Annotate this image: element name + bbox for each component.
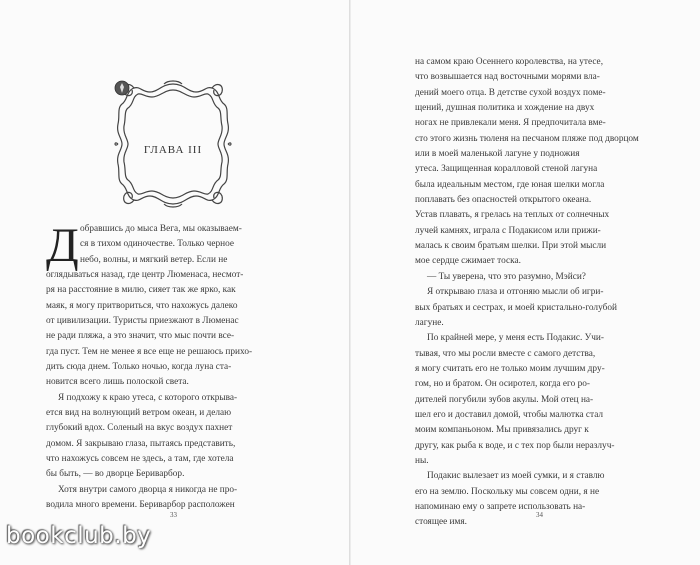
text-line: маяк, я могу притвориться, что нахожусь далеко xyxy=(46,300,238,311)
text-line: или в моей маленькой лагуне у подножия xyxy=(415,149,580,160)
text-line: малась к своим братьям шелки. При этой мысли xyxy=(415,241,607,252)
text-line: вых братьях и сестрах, и моей кристально-голубой xyxy=(415,302,617,313)
text-line: Я открываю глаза и отгоняю мысли об игри- xyxy=(427,287,604,298)
text-line: лагуне. xyxy=(415,317,444,328)
text-line: гом, но и братом. Он осиротел, когда его ро- xyxy=(415,379,590,390)
page-number: 34 xyxy=(536,511,543,519)
text-line: моим компаньоном. Мы привязались друг к xyxy=(415,425,589,436)
text-line: от цивилизации. Туристы приезжают в Люменас xyxy=(46,316,239,327)
text-line: ны. xyxy=(415,455,429,466)
text-line: По крайней мере, у меня есть Подакис. Учи- xyxy=(427,333,605,344)
text-line: водила много времени. Бериварбор расположен xyxy=(46,500,235,511)
text-line: утеса. Защищенная коралловой стеной лагуна xyxy=(415,164,598,175)
text-line: стоящее имя. xyxy=(415,517,468,528)
right-body-text xyxy=(415,55,663,531)
left-page xyxy=(0,0,349,565)
text-line: Устав плавать, я грелась на теплых от солнечных xyxy=(415,210,610,221)
text-line: домом. Я закрываю глаза, пытаясь представить, xyxy=(46,438,236,449)
book-gutter xyxy=(349,0,351,565)
text-line: шел его и доставил домой, чтобы малютка стал xyxy=(415,409,604,420)
text-line: Подакис вылезает из моей сумки, и я ставлю xyxy=(427,471,605,482)
watermark-logo: bookclub.by xyxy=(6,523,152,549)
text-line: глубокий вдох. Соленый на вкус воздух пахнет xyxy=(46,423,233,434)
text-line: — Ты уверена, что это разумно, Мэйси? xyxy=(427,271,586,282)
page-number: 33 xyxy=(170,511,177,519)
drop-cap: Д xyxy=(46,219,79,272)
text-line: я могу считать его не только моим лучшим дру- xyxy=(415,363,605,374)
text-line: его на землю. Поскольку мы совсем одни, я не xyxy=(415,486,600,497)
text-line: другу, как рыба к воде, и с тех пор были неразлуч- xyxy=(415,440,615,451)
text-line: поплавать без опасностей открытого океана. xyxy=(415,195,592,206)
text-line: тывая, что мы росли вместе с самого детства, xyxy=(415,348,596,359)
text-line: бы быть, — во дворце Бериварбор. xyxy=(46,469,185,480)
text-line: Хотя внутри самого дворца я никогда не про- xyxy=(58,484,238,495)
text-line: небо, волны, и мягкий ветер. Если не xyxy=(80,254,228,265)
text-line: напоминаю ему о запрете использовать на- xyxy=(415,501,586,512)
text-line: сто этого жизнь тюленя на песчаном пляже под дворцом xyxy=(415,133,639,144)
text-line: не ради пляжа, а это значит, что мыс почти все- xyxy=(46,331,235,342)
text-line: новится всего лишь полоской света. xyxy=(46,377,189,388)
text-line: что возвышается над восточными морями вла- xyxy=(415,72,600,83)
text-line: обравшись до мыса Вега, мы оказываем- xyxy=(80,224,242,234)
opening-lines xyxy=(80,222,306,268)
text-line: ся в тихом одиночестве. Только черное xyxy=(80,239,234,250)
text-line: оглядываться назад, где центр Люменаса, несмот- xyxy=(46,270,244,280)
text-line: была идеальным местом, где юная шелки могла xyxy=(415,179,605,190)
text-line: гда пуст. Тем не менее я все еще не решаюсь прихо- xyxy=(46,346,253,357)
text-line: дителей погубили зубов акулы. Мой отец на- xyxy=(415,394,594,405)
chapter-frame xyxy=(114,80,232,208)
text-line: дений моего отца. В детстве сухой воздух поме- xyxy=(415,87,606,98)
text-line: что нахожусь совсем не здесь, а там, где хотела xyxy=(46,454,234,465)
text-line: щений, душная политика и хождение на двух xyxy=(415,103,595,114)
text-line: лучей камнях, играла с Подакисом или прижи- xyxy=(415,225,601,236)
text-line: мое сердце сжимает тоска. xyxy=(415,256,521,267)
crest-emblem-icon xyxy=(114,80,130,96)
text-line: на самом краю Осеннего королевства, на утесе, xyxy=(415,57,604,67)
text-line: дить сюда днем. Только ночью, когда луна ста- xyxy=(46,362,232,373)
chapter-title: ГЛАВА III xyxy=(143,144,203,156)
text-line: ется вид на волнующий ветром океан, и делаю xyxy=(46,408,232,419)
left-body-text xyxy=(46,268,306,514)
text-line: ря на расстояние в милю, сияет так же ярко, как xyxy=(46,285,236,296)
text-line: Я подхожу к краю утеса, с которого открыва- xyxy=(58,392,238,403)
text-line: ногах не привлекали меня. Я предпочитала вме- xyxy=(415,118,606,129)
